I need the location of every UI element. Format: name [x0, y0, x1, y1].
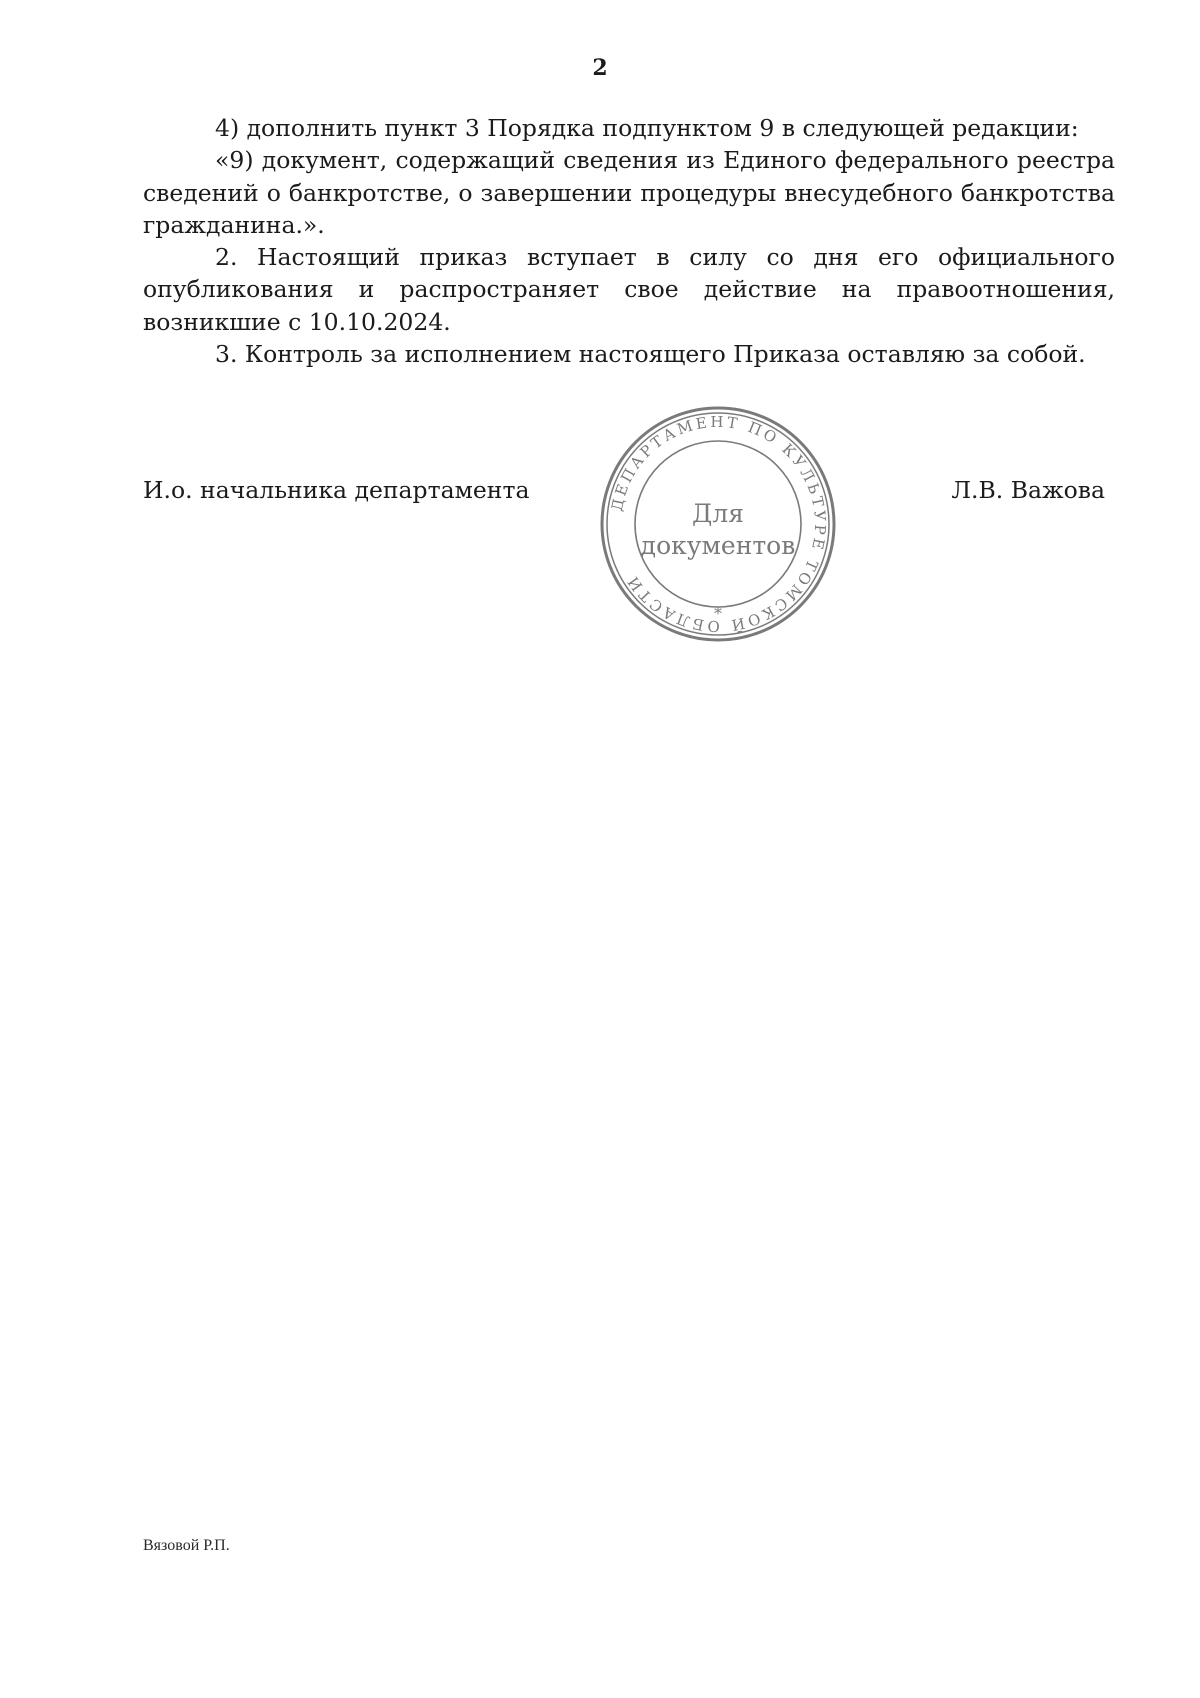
seal-graphic — [598, 404, 838, 644]
paragraph-effective-date: 2. Настоящий приказ вступает в силу со дня его официального опубликования и распространяет свое действие на правоотношения, возникшие с 10.10.2024. — [143, 243, 1115, 336]
seal-center-line-1: Для — [692, 499, 744, 528]
executor-name: Вязовой Р.П. — [143, 1537, 230, 1554]
seal-star: * — [714, 604, 722, 623]
seal-center-line-2: документов — [640, 531, 796, 560]
signer-name: Л.В. Важова — [951, 476, 1105, 504]
paragraph-control: 3. Контроль за исполнением настоящего Приказа оставляю за собой. — [215, 340, 1086, 369]
paragraph-amendment-text: «9) документ, содержащий сведения из Единого федерального реестра сведений о банкротстве, о завершении процедуры внесудебного банкротства гражданина.». — [143, 146, 1115, 239]
official-seal — [598, 404, 838, 644]
paragraph-amendment-intro: 4) дополнить пункт 3 Порядка подпунктом 9 в следующей редакции: — [215, 114, 1079, 142]
signer-title: И.о. начальника департамента — [143, 476, 530, 504]
page-number: 2 — [592, 55, 608, 81]
seal-ring-text: ДЕПАРТАМЕНТ ПО КУЛЬТУРЕ ТОМСКОЙ ОБЛАСТИ — [607, 412, 830, 636]
document-body — [143, 112, 1115, 370]
